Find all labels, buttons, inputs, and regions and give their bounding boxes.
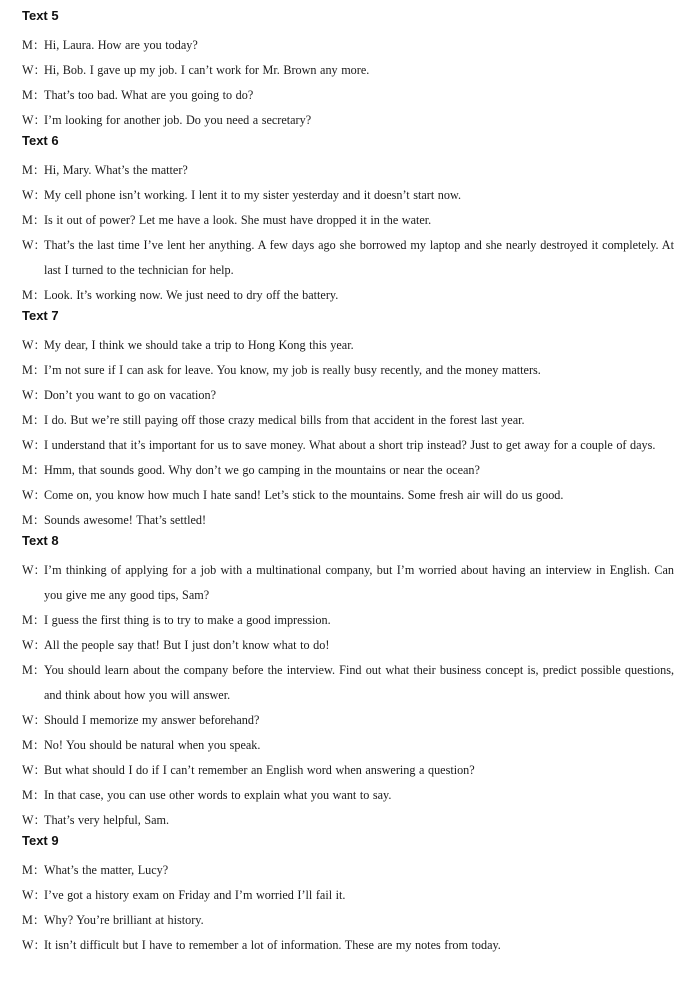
dialogue-text: Should I memorize my answer beforehand? xyxy=(44,713,260,727)
dialogue-text: All the people say that! But I just don’t know what to do! xyxy=(44,638,330,652)
speaker-label: W： xyxy=(22,638,46,652)
speaker-label: W： xyxy=(22,813,46,827)
speaker-label: W： xyxy=(22,188,46,202)
dialogue-text: Hi, Laura. How are you today? xyxy=(44,38,198,52)
speaker-label: M： xyxy=(22,513,46,527)
dialogue-text: Hi, Mary. What’s the matter? xyxy=(44,163,188,177)
dialogue-text: My cell phone isn’t working. I lent it to my sister yesterday and it doesn’t start now. xyxy=(44,188,462,202)
dialogue-text: But what should I do if I can’t remember an English word when answering a question? xyxy=(44,763,475,777)
speaker-label: M： xyxy=(22,463,46,477)
speaker-label: W： xyxy=(22,938,46,952)
speaker-label: W： xyxy=(22,438,46,452)
section-heading: Text 8 xyxy=(22,533,59,548)
dialogue-text: That’s the last time I’ve lent her anything. A few days ago she borrowed my laptop and she nearly destroyed it completely. At last I turned to the technician for help. xyxy=(44,238,674,277)
speaker-label: M： xyxy=(22,413,46,427)
speaker-label: W： xyxy=(22,388,46,402)
speaker-label: W： xyxy=(22,713,46,727)
section-heading: Text 7 xyxy=(22,308,59,323)
dialogue-text: Hmm, that sounds good. Why don’t we go camping in the mountains or near the ocean? xyxy=(44,463,480,477)
dialogue-text: No! You should be natural when you speak. xyxy=(44,738,261,752)
speaker-label: M： xyxy=(22,613,46,627)
speaker-label: M： xyxy=(22,913,46,927)
speaker-label: M： xyxy=(22,288,46,302)
dialogue-text: Hi, Bob. I gave up my job. I can’t work for Mr. Brown any more. xyxy=(44,63,370,77)
dialogue-text: I’m thinking of applying for a job with a multinational company, but I’m worried about having an interview in English. Can you give me any good tips, Sam? xyxy=(44,563,674,602)
speaker-label: M： xyxy=(22,788,46,802)
section-heading: Text 5 xyxy=(22,8,59,23)
dialogue-text: I guess the first thing is to try to make a good impression. xyxy=(44,613,331,627)
dialogue-text: In that case, you can use other words to explain what you want to say. xyxy=(44,788,392,802)
speaker-label: W： xyxy=(22,888,46,902)
dialogue-text: Sounds awesome! That’s settled! xyxy=(44,513,207,527)
dialogue-text: I do. But we’re still paying off those crazy medical bills from that accident in the forest last year. xyxy=(44,413,525,427)
speaker-label: M： xyxy=(22,38,46,52)
section-heading: Text 6 xyxy=(22,133,59,148)
speaker-label: M： xyxy=(22,863,46,877)
dialogue-text: Why? You’re brilliant at history. xyxy=(44,913,204,927)
speaker-label: W： xyxy=(22,338,46,352)
speaker-label: M： xyxy=(22,213,46,227)
dialogue-text: I understand that it’s important for us to save money. What about a short trip instead? Just to get away for a couple of days. xyxy=(44,438,656,452)
dialogue-text: That’s very helpful, Sam. xyxy=(44,813,170,827)
speaker-label: W： xyxy=(22,763,46,777)
dialogue-text: What’s the matter, Lucy? xyxy=(44,863,169,877)
dialogue-text: Is it out of power? Let me have a look. She must have dropped it in the water. xyxy=(44,213,432,227)
speaker-label: M： xyxy=(22,163,46,177)
speaker-label: W： xyxy=(22,238,46,252)
dialogue-text: That’s too bad. What are you going to do? xyxy=(44,88,254,102)
dialogue-text: My dear, I think we should take a trip to Hong Kong this year. xyxy=(44,338,354,352)
dialogue-text: Look. It’s working now. We just need to dry off the battery. xyxy=(44,288,339,302)
speaker-label: W： xyxy=(22,63,46,77)
speaker-label: M： xyxy=(22,88,46,102)
dialogue-text: Come on, you know how much I hate sand! Let’s stick to the mountains. Some fresh air will do us good. xyxy=(44,488,564,502)
dialogue-text: Don’t you want to go on vacation? xyxy=(44,388,217,402)
dialogue-text: You should learn about the company before the interview. Find out what their business concept is, predict possible questions, and think about how you will answer. xyxy=(44,663,674,702)
speaker-label: W： xyxy=(22,113,46,127)
dialogue-text: It isn’t difficult but I have to remember a lot of information. These are my notes from today. xyxy=(44,938,501,952)
speaker-label: M： xyxy=(22,738,46,752)
speaker-label: M： xyxy=(22,363,46,377)
dialogue-text: I’ve got a history exam on Friday and I’m worried I’ll fail it. xyxy=(44,888,346,902)
speaker-label: M： xyxy=(22,663,46,677)
dialogue-text: I’m not sure if I can ask for leave. You know, my job is really busy recently, and the money matters. xyxy=(44,363,541,377)
speaker-label: W： xyxy=(22,563,46,577)
dialogue-text: I’m looking for another job. Do you need a secretary? xyxy=(44,113,312,127)
speaker-label: W： xyxy=(22,488,46,502)
section-heading: Text 9 xyxy=(22,833,59,848)
